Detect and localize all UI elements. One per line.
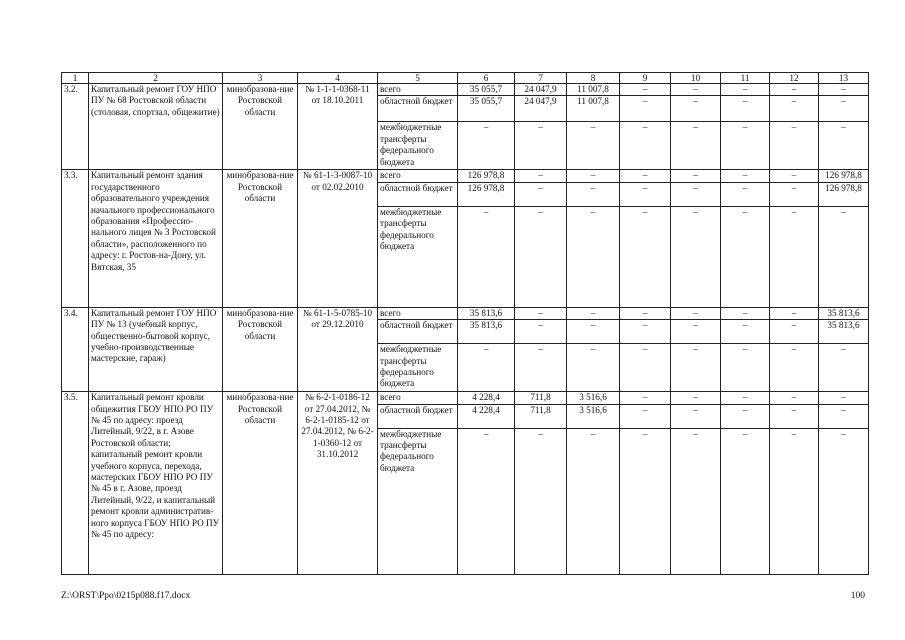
item-number: 3.2.	[62, 84, 89, 170]
col-header: 8	[567, 73, 620, 84]
file-path: Z:\ORST\Ppo\0215p088.f17.docx	[61, 591, 191, 601]
item-document: № 1-1-1-0368-11 от 18.10.2011	[298, 84, 378, 170]
value-cell: 24 047,9	[515, 84, 567, 96]
value-cell: 711,8	[515, 392, 567, 404]
value-dash: –	[819, 344, 869, 392]
value-dash: –	[770, 206, 819, 307]
value-dash: –	[721, 206, 770, 307]
funding-source: межбюджетные трансферты федерального бюджета	[378, 344, 458, 392]
value-dash: –	[671, 182, 721, 206]
value-dash: –	[671, 392, 721, 404]
value-dash: –	[620, 404, 671, 428]
value-dash: –	[770, 122, 819, 170]
table-row	[62, 307, 869, 319]
item-number: 3.3.	[62, 170, 89, 307]
item-name: Капитальный ремонт ГОУ НПО ПУ № 13 (учебный корпус, общественно-бытовой корпус, учебно-производственные мастерские, гараж)	[89, 307, 223, 391]
value-dash: –	[770, 320, 819, 344]
item-agency: минобразова-ние Ростовской области	[223, 392, 298, 574]
value-dash: –	[515, 428, 567, 574]
funding-source: всего	[378, 170, 458, 182]
item-name: Капитальный ремонт кровли общежития ГБОУ НПО РО ПУ № 45 по адресу: проезд Литейный, 9/22, в г. Азове Ростовской области; капитальный ремонт кровли учебного корпуса, перехода, мастерских ГБОУ НПО РО ПУ № 45 в г. Азове, проезд Литейный, 9/22, и капитальный ремонт кровли административ-ного корпуса ГБОУ НПО РО ПУ № 45 по адресу:	[89, 392, 223, 574]
value-cell: 3 516,6	[567, 404, 620, 428]
value-cell: 126 978,8	[458, 170, 515, 182]
item-document: № 6-2-1-0186-12 от 27.04.2012, № 6-2-1-0185-12 от 27.04.2012, № 6-2-1-0360-12 от 31.10.2012	[298, 392, 378, 574]
value-dash: –	[567, 170, 620, 182]
item-name: Капитальный ремонт здания государственного образовательного учреждения начального профессионального образования «Профессио-нального лицея № 3 Ростовской области», расположенного по адресу: г. Ростов-на-Дону, ул. Вятская, 35	[89, 170, 223, 307]
col-header: 4	[298, 73, 378, 84]
funding-source: всего	[378, 307, 458, 319]
value-cell: 126 978,8	[819, 182, 869, 206]
value-dash: –	[671, 206, 721, 307]
value-cell: 35 813,6	[458, 307, 515, 319]
value-dash: –	[620, 320, 671, 344]
value-dash: –	[671, 344, 721, 392]
value-dash: –	[567, 428, 620, 574]
budget-table	[61, 72, 869, 575]
value-dash: –	[721, 170, 770, 182]
value-dash: –	[458, 206, 515, 307]
value-dash: –	[721, 320, 770, 344]
funding-source: межбюджетные трансферты федерального бюджета	[378, 122, 458, 170]
funding-source: всего	[378, 84, 458, 96]
col-header: 9	[620, 73, 671, 84]
value-dash: –	[721, 84, 770, 96]
item-agency: минобразова-ние Ростовской области	[223, 84, 298, 170]
value-dash: –	[721, 96, 770, 122]
col-header: 7	[515, 73, 567, 84]
value-dash: –	[721, 428, 770, 574]
value-dash: –	[458, 344, 515, 392]
value-dash: –	[515, 170, 567, 182]
value-dash: –	[770, 84, 819, 96]
column-number-row	[62, 73, 869, 84]
value-dash: –	[620, 182, 671, 206]
value-dash: –	[620, 428, 671, 574]
value-cell: 11 007,8	[567, 84, 620, 96]
value-dash: –	[458, 428, 515, 574]
value-cell: 3 516,6	[567, 392, 620, 404]
item-name: Капитальный ремонт ГОУ НПО ПУ № 68 Ростовской области (столовая, спортзал, общежитие)	[89, 84, 223, 170]
value-dash: –	[620, 96, 671, 122]
funding-source: всего	[378, 392, 458, 404]
table-row	[62, 170, 869, 182]
value-cell: 11 007,8	[567, 96, 620, 122]
funding-source: областной бюджет	[378, 404, 458, 428]
value-dash: –	[515, 182, 567, 206]
value-cell: 711,8	[515, 404, 567, 428]
value-dash: –	[770, 404, 819, 428]
value-cell: 35 813,6	[458, 320, 515, 344]
value-dash: –	[515, 122, 567, 170]
value-dash: –	[819, 392, 869, 404]
value-dash: –	[515, 206, 567, 307]
value-dash: –	[671, 320, 721, 344]
col-header: 10	[671, 73, 721, 84]
funding-source: межбюджетные трансферты федерального бюджета	[378, 206, 458, 307]
value-dash: –	[819, 122, 869, 170]
funding-source: областной бюджет	[378, 320, 458, 344]
funding-source: межбюджетные трансферты федерального бюджета	[378, 428, 458, 574]
table-row	[62, 392, 869, 404]
value-cell: 35 813,6	[819, 307, 869, 319]
value-dash: –	[671, 96, 721, 122]
value-dash: –	[770, 344, 819, 392]
value-dash: –	[770, 182, 819, 206]
value-dash: –	[515, 344, 567, 392]
value-cell: 35 813,6	[819, 320, 869, 344]
col-header: 3	[223, 73, 298, 84]
value-dash: –	[819, 404, 869, 428]
page-number: 100	[850, 591, 865, 601]
col-header: 12	[770, 73, 819, 84]
value-dash: –	[770, 170, 819, 182]
value-dash: –	[721, 182, 770, 206]
item-number: 3.4.	[62, 307, 89, 391]
value-dash: –	[671, 84, 721, 96]
value-dash: –	[721, 392, 770, 404]
col-header: 11	[721, 73, 770, 84]
value-dash: –	[721, 122, 770, 170]
value-dash: –	[819, 96, 869, 122]
value-dash: –	[671, 428, 721, 574]
value-dash: –	[671, 122, 721, 170]
value-dash: –	[620, 206, 671, 307]
value-cell: 4 228,4	[458, 392, 515, 404]
col-header: 13	[819, 73, 869, 84]
value-dash: –	[770, 96, 819, 122]
value-cell: 126 978,8	[819, 170, 869, 182]
value-dash: –	[721, 307, 770, 319]
item-number: 3.5.	[62, 392, 89, 574]
value-dash: –	[458, 122, 515, 170]
col-header: 2	[89, 73, 223, 84]
value-dash: –	[620, 307, 671, 319]
value-dash: –	[620, 122, 671, 170]
value-dash: –	[819, 84, 869, 96]
value-dash: –	[770, 428, 819, 574]
value-dash: –	[770, 307, 819, 319]
funding-source: областной бюджет	[378, 96, 458, 122]
value-dash: –	[671, 307, 721, 319]
value-dash: –	[567, 344, 620, 392]
col-header: 5	[378, 73, 458, 84]
item-document: № 61-1-3-0087-10 от 02.02.2010	[298, 170, 378, 307]
value-cell: 4 228,4	[458, 404, 515, 428]
value-dash: –	[620, 392, 671, 404]
col-header: 6	[458, 73, 515, 84]
funding-source: областной бюджет	[378, 182, 458, 206]
value-dash: –	[721, 344, 770, 392]
col-header: 1	[62, 73, 89, 84]
value-dash: –	[671, 404, 721, 428]
value-dash: –	[567, 320, 620, 344]
table-row	[62, 84, 869, 96]
value-dash: –	[567, 206, 620, 307]
value-cell: 35 055,7	[458, 84, 515, 96]
item-agency: минобразова-ние Ростовской области	[223, 307, 298, 391]
value-dash: –	[819, 428, 869, 574]
value-dash: –	[620, 344, 671, 392]
item-agency: минобразова-ние Ростовской области	[223, 170, 298, 307]
value-dash: –	[770, 392, 819, 404]
value-dash: –	[671, 170, 721, 182]
value-cell: 35 055,7	[458, 96, 515, 122]
value-cell: 24 047,9	[515, 96, 567, 122]
item-document: № 61-1-5-0785-10 от 29.12.2010	[298, 307, 378, 391]
value-dash: –	[567, 182, 620, 206]
value-dash: –	[819, 206, 869, 307]
value-dash: –	[721, 404, 770, 428]
value-cell: 126 978,8	[458, 182, 515, 206]
value-dash: –	[515, 320, 567, 344]
value-dash: –	[515, 307, 567, 319]
value-dash: –	[567, 307, 620, 319]
value-dash: –	[620, 84, 671, 96]
value-dash: –	[620, 170, 671, 182]
value-dash: –	[567, 122, 620, 170]
